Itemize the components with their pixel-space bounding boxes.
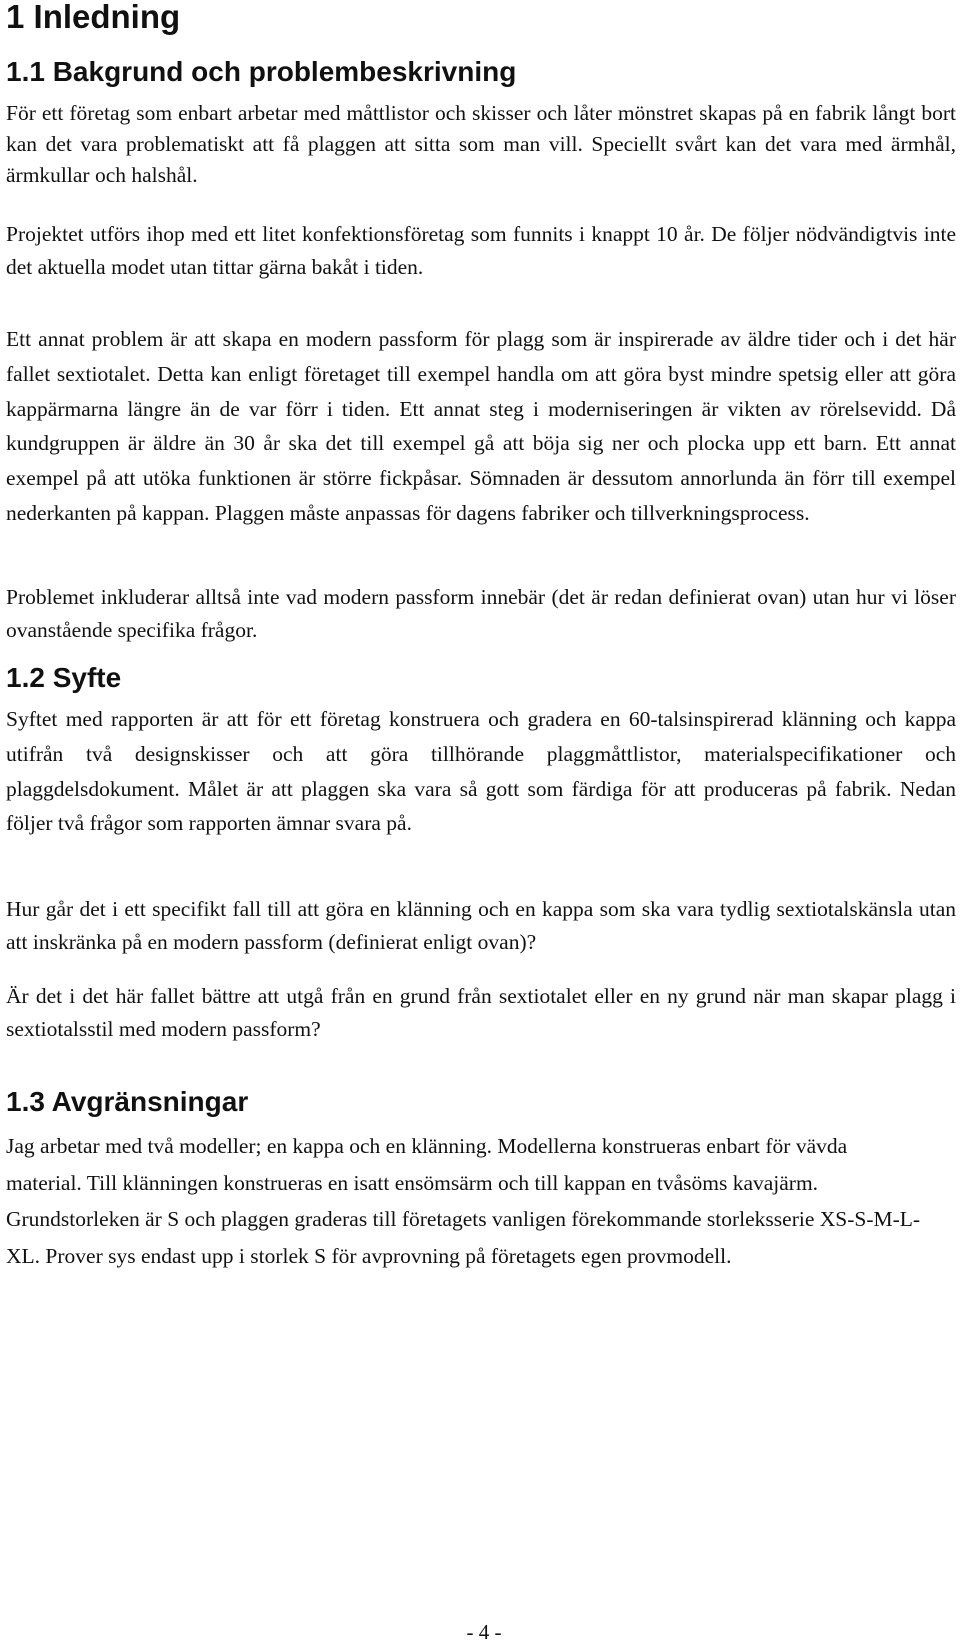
section-heading-syfte: 1.2 Syfte [6,662,122,693]
paragraph: Syftet med rapporten är att för ett företag konstruera och gradera en 60-talsinspirerad klänning och kappa utifrån två designskisser och att göra tillhörande plaggmåttlistor, materialspecifikationer och plaggdelsdokument. Målet är att plaggen ska vara så gott som färdiga för att produceras på fabrik. Nedan följer två frågor som rapporten ämnar svara på. [6,707,956,836]
paragraph: Projektet utförs ihop med ett litet konfektionsföretag som funnits i knappt 10 år. De följer nödvändigtvis inte det aktuella modet utan tittar gärna bakåt i tiden. [6,222,956,279]
paragraph: Ett annat problem är att skapa en modern passform för plagg som är inspirerade av äldre tider och i det här fallet sextiotalet. Detta kan enligt företaget till exempel handla om att göra byst mindre spetsig eller att göra kappärmarna längre än de var förr i tiden. Ett annat steg i moderniseringen är vikten av rörelsevidd. Då kundgruppen är äldre än 30 år ska det till exempel gå att böja sig ner och plocka upp ett barn. Ett annat exempel på att utöka funktionen är större fickpåsar. Sömnaden är dessutom annorlunda än förr till exempel nederkanten på kappan. Plaggen måste anpassas för dagens fabriker och tillverkningsprocess. [6,327,956,525]
paragraph: Är det i det här fallet bättre att utgå från en grund från sextiotalet eller en ny grund när man skapar plagg i sextiotalsstil med modern passform? [6,984,956,1041]
paragraph: Problemet inkluderar alltså inte vad modern passform innebär (det är redan definierat ovan) utan hur vi löser ovanstående specifika frågor. [6,585,956,642]
chapter-title: 1 Inledning [6,0,181,35]
page-number: - 4 - [466,1620,502,1644]
section-heading-bakgrund: 1.1 Bakgrund och problembeskrivning [6,56,517,87]
paragraph: För ett företag som enbart arbetar med måttlistor och skisser och låter mönstret skapas på en fabrik långt bort kan det vara problematiskt att få plaggen att sitta som man vill. Speciellt svårt kan det vara med ärmhål, ärmkullar och halshål. [6,101,956,187]
section-heading-avgransningar: 1.3 Avgränsningar [6,1086,249,1117]
paragraph: Hur går det i ett specifikt fall till att göra en klänning och en kappa som ska vara tydlig sextiotalskänsla utan att inskränka på en modern passform (definierat enligt ovan)? [6,897,956,954]
paragraph: Jag arbetar med två modeller; en kappa och en klänning. Modellerna konstrueras enbart för vävda material. Till klänningen konstrueras en isatt ensömsärm och till kappan en tvåsöms kavajärm. Grundstorleken är S och plaggen graderas till företagets vanligen förekommande storleksserie XS-S-M-L-XL. Prover sys endast upp i storlek S för avprovning på företagets egen provmodell. [6,1134,921,1268]
